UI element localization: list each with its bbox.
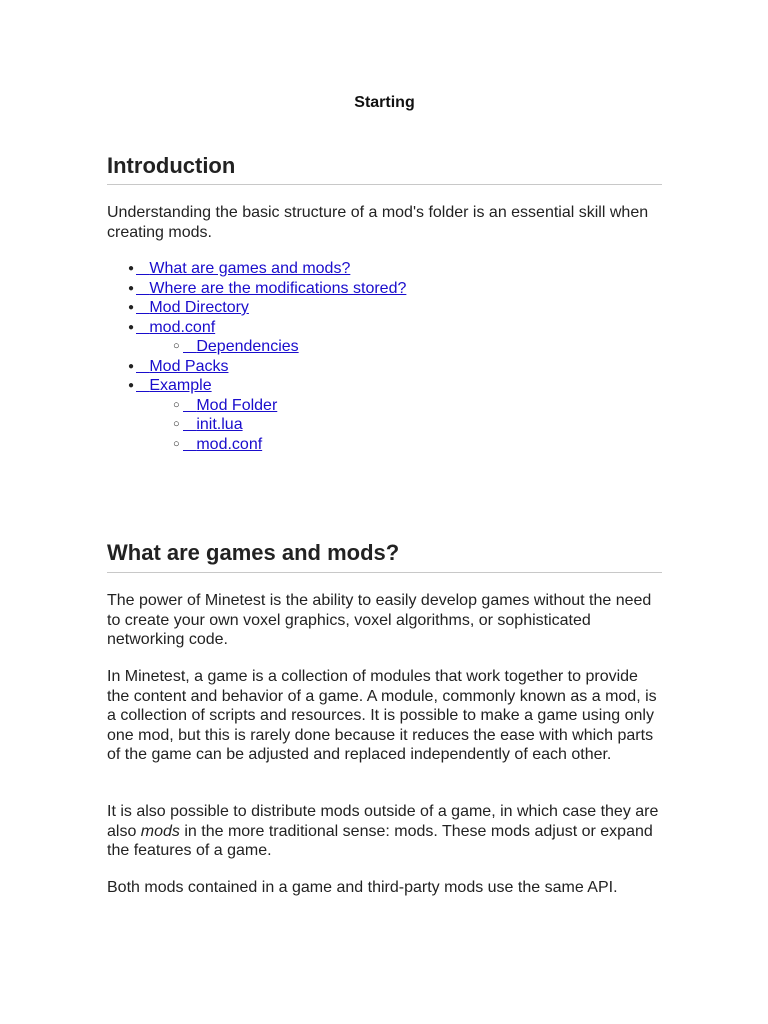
bullet-disc-icon: ● <box>128 282 135 294</box>
toc-item <box>107 376 406 396</box>
toc-item <box>107 318 406 338</box>
table-of-contents <box>107 259 406 454</box>
bullet-disc-icon: ● <box>128 321 135 333</box>
emphasis-mods: mods <box>140 822 180 840</box>
toc-subitem <box>107 337 406 357</box>
games-and-mods-heading: What are games and mods? <box>107 540 400 565</box>
toc-subitem <box>107 435 406 455</box>
games-and-mods-paragraph-2: In Minetest, a game is a collection of modules that work together to provide the content and behavior of a game. A module, commonly known as a mod, is a collection of scripts and resources. It is possible to make a game using only one mod, but this is rarely done because it reduces the ease with which parts of the game can be adjusted and replaced independently of each other. <box>107 668 657 763</box>
toc-link-dependencies[interactable]: Dependencies <box>196 338 299 355</box>
document-title: Starting <box>354 94 415 111</box>
bullet-disc-icon: ● <box>128 302 135 313</box>
toc-link-where-stored[interactable]: Where are the modifications stored? <box>149 279 407 297</box>
toc-link-example[interactable]: Example <box>149 377 212 394</box>
bullet-disc-icon: ● <box>128 263 135 274</box>
games-and-mods-paragraph-1: The power of Minetest is the ability to easily develop games without the need to create your own voxel graphics, voxel algorithms, or sophisticated networking code. <box>107 592 652 648</box>
toc-item <box>107 279 406 299</box>
toc-item <box>107 357 406 377</box>
toc-link-mod-packs[interactable]: Mod Packs <box>149 357 229 375</box>
introduction-paragraph: Understanding the basic structure of a mod's folder is an essential skill when creating mods. <box>107 204 649 241</box>
introduction-heading: Introduction <box>107 153 236 178</box>
games-and-mods-paragraph-4: Both mods contained in a game and third-party mods use the same API. <box>107 879 618 896</box>
toc-item <box>107 298 406 318</box>
toc-link-mod-conf[interactable]: mod.conf <box>149 318 216 336</box>
bullet-circle-icon: ○ <box>173 340 180 352</box>
toc-link-games-and-mods[interactable]: What are games and mods? <box>149 260 351 277</box>
toc-link-example-mod-conf[interactable]: mod.conf <box>196 435 263 453</box>
bullet-disc-icon: ● <box>128 380 135 391</box>
toc-subitem <box>107 415 406 435</box>
toc-link-init-lua[interactable]: init.lua <box>196 416 243 433</box>
toc-item <box>107 259 406 279</box>
toc-subitem <box>107 396 406 416</box>
bullet-disc-icon: ● <box>128 360 135 372</box>
bullet-circle-icon: ○ <box>173 437 180 450</box>
bullet-circle-icon: ○ <box>173 398 180 411</box>
games-and-mods-divider <box>107 572 662 573</box>
toc-link-mod-directory[interactable]: Mod Directory <box>149 299 249 316</box>
toc-link-mod-folder[interactable]: Mod Folder <box>196 396 278 414</box>
introduction-divider <box>107 184 662 185</box>
games-and-mods-paragraph-3: It is also possible to distribute mods outside of a game, in which case they are also mods in the more traditional sense: mods. These mods adjust or expand the features of a game. <box>107 803 659 859</box>
bullet-circle-icon: ○ <box>173 418 180 430</box>
